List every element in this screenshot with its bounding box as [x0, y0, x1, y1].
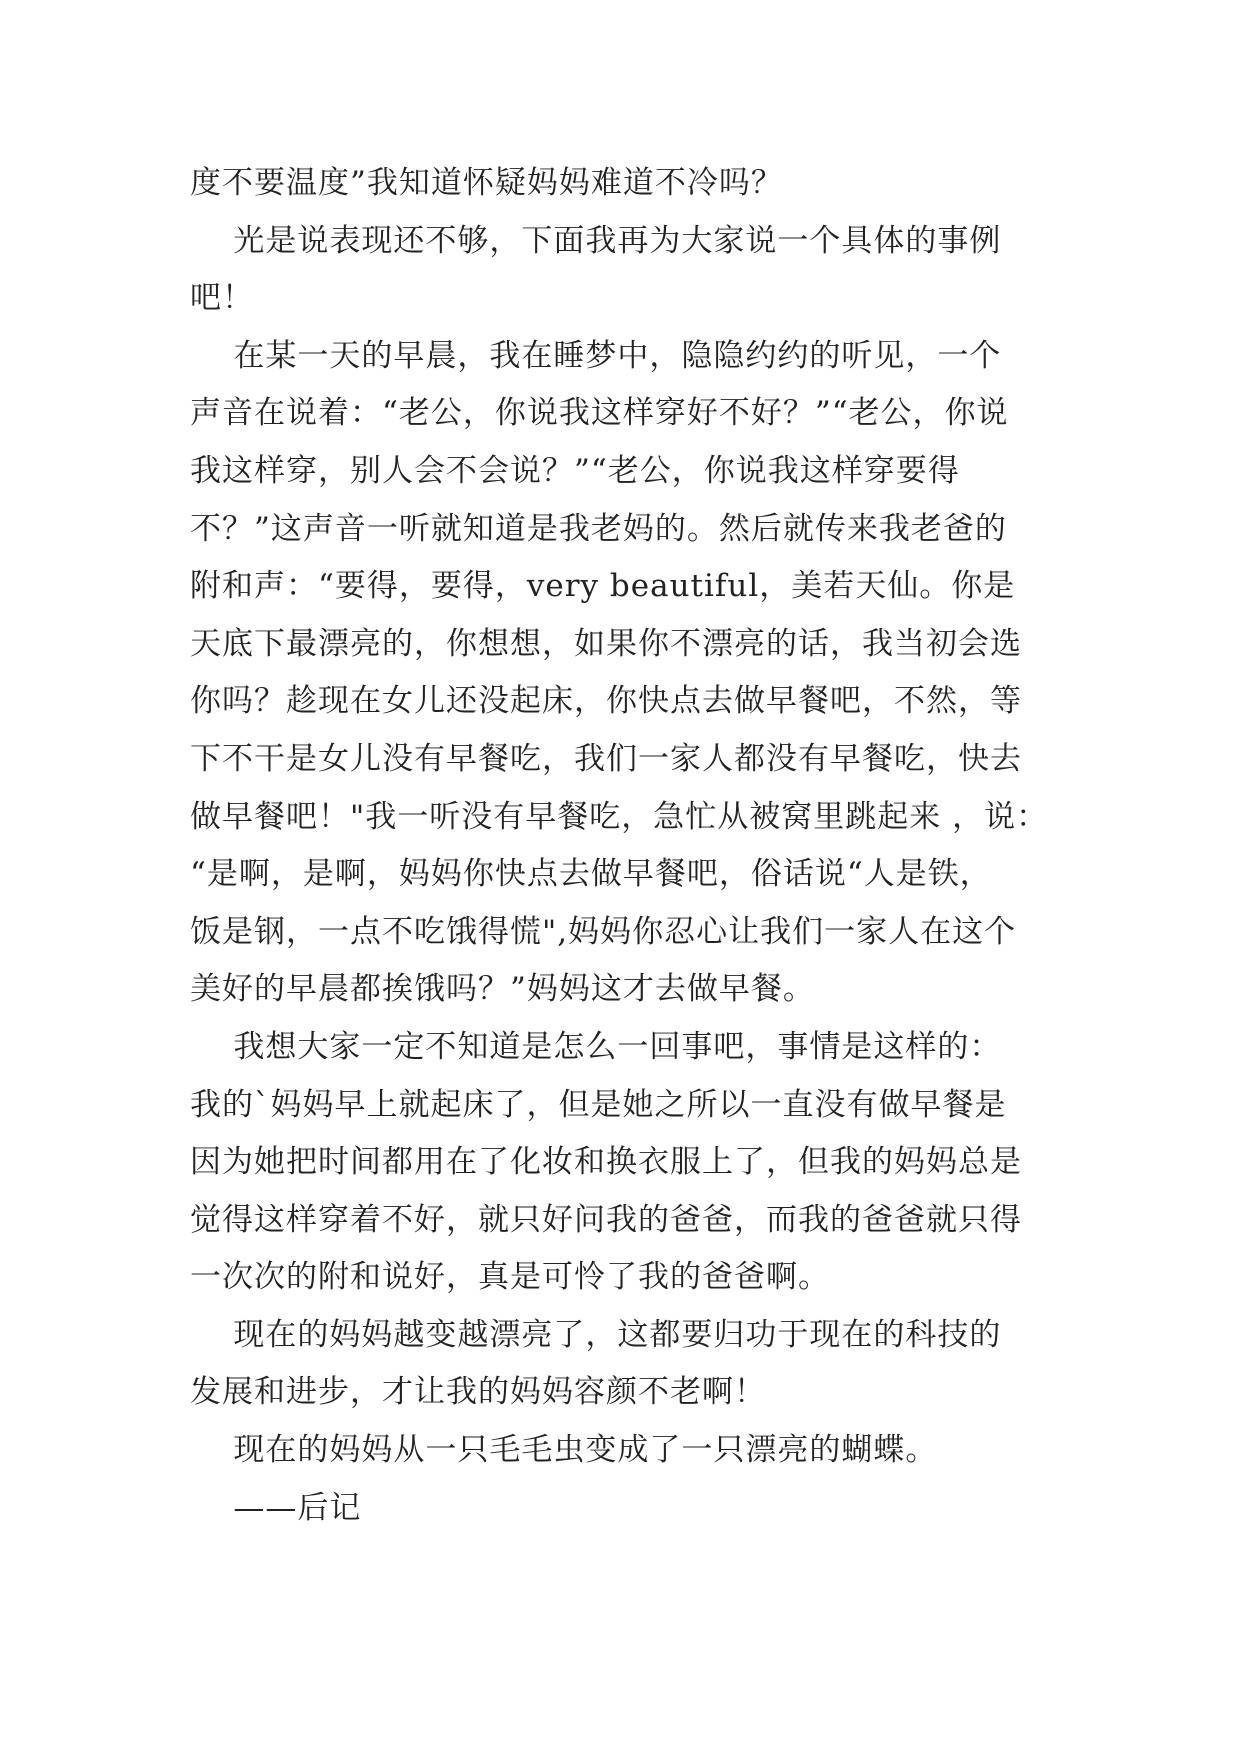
text-line: 做早餐吧！"我一听没有早餐吃，急忙从被窝里跳起来 ，说： — [190, 798, 1049, 835]
text-line: 现在的妈妈从一只毛毛虫变成了一只漂亮的蝴蝶。 — [190, 1432, 938, 1469]
text-line: 美好的早晨都挨饿吗？”妈妈这才去做早餐。 — [190, 971, 815, 1008]
text-line: 不？”这声音一听就知道是我老妈的。然后就传来我老爸的 — [190, 510, 1007, 547]
text-line: 发展和进步，才让我的妈妈容颜不老啊！ — [190, 1374, 766, 1411]
text-line: 吧！ — [190, 280, 254, 317]
text-line: 一次次的附和说好，真是可怜了我的爸爸啊。 — [190, 1259, 830, 1296]
text-line: 天底下最漂亮的，你想想，如果你不漂亮的话，我当初会选 — [190, 625, 1022, 662]
text-line: 你吗？趁现在女儿还没起床，你快点去做早餐吧，不然，等 — [190, 683, 1022, 720]
text-line: 我的`妈妈早上就起床了，但是她之所以一直没有做早餐是 — [190, 1086, 1007, 1123]
text-line: ——后记 — [190, 1489, 362, 1526]
text-line: 下不干是女儿没有早餐吃，我们一家人都没有早餐吃，快去 — [190, 740, 1022, 777]
text-line: 声音在说着：“老公，你说我这样穿好不好？”“老公，你说 — [190, 395, 1009, 432]
text-line: 觉得这样穿着不好，就只好问我的爸爸，而我的爸爸就只得 — [190, 1201, 1022, 1238]
document-body — [190, 155, 1070, 1537]
text-line: 现在的妈妈越变越漂亮了，这都要归功于现在的科技的 — [190, 1316, 1002, 1353]
text-line: 在某一天的早晨，我在睡梦中，隐隐约约的听见，一个 — [190, 337, 1002, 374]
text-line: 我这样穿，别人会不会说？”“老公，你说我这样穿要得 — [190, 452, 960, 489]
text-line: 饭是钢，一点不吃饿得慌",妈妈你忍心让我们一家人在这个 — [190, 913, 1017, 950]
text-line: 我想大家一定不知道是怎么一回事吧，事情是这样的： — [190, 1028, 1002, 1065]
text-line: 光是说表现还不够，下面我再为大家说一个具体的事例 — [190, 222, 1002, 259]
text-line: “是啊，是啊，妈妈你快点去做早餐吧，俗话说“人是铁， — [190, 856, 992, 893]
text-line: 附和声：“要得，要得，very beautiful，美若天仙。你是 — [190, 568, 1016, 605]
text-line: 因为她把时间都用在了化妆和换衣服上了，但我的妈妈总是 — [190, 1144, 1022, 1181]
text-line: 度不要温度”我知道怀疑妈妈难道不冷吗？ — [190, 165, 783, 201]
